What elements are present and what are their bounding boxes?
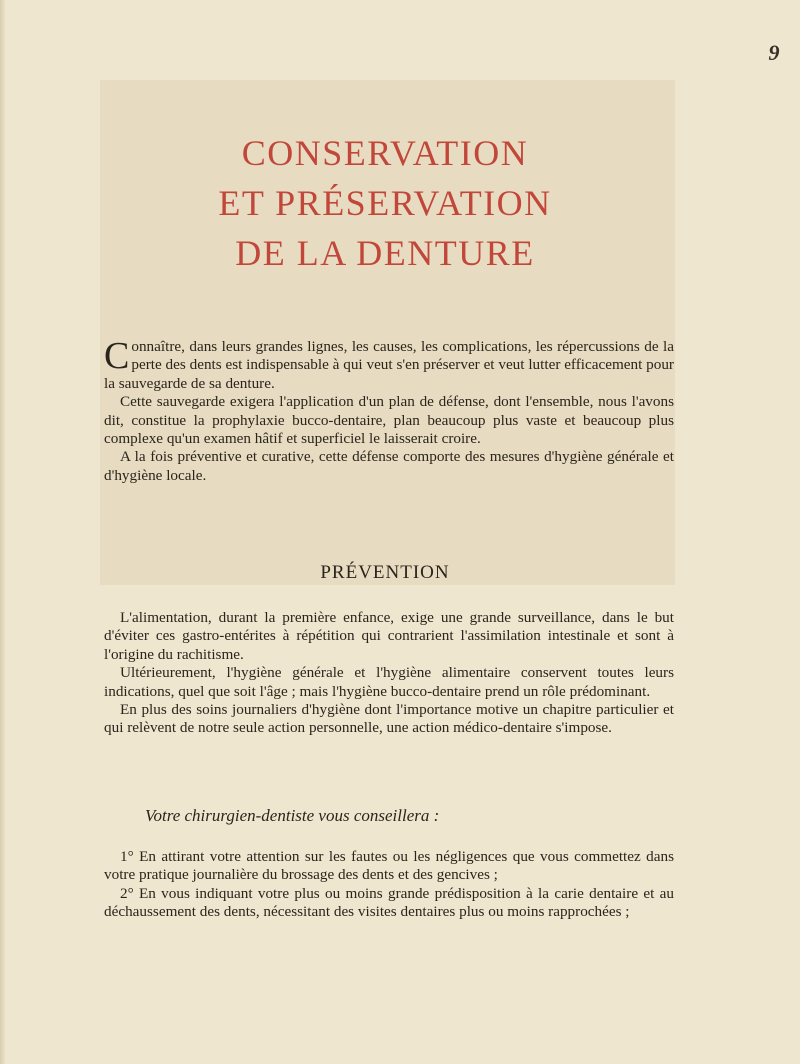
page-edge-shadow	[0, 0, 6, 1064]
intro-paragraph-3: A la fois préventive et curative, cette défense comporte des mesures d'hygiène générale et d'hygiène locale.	[104, 448, 674, 484]
advice-item-1: 1° En attirant votre attention sur les fautes ou les négligences que vous commettez dans votre pratique journalière du brossage des dents et des gencives ;	[104, 848, 674, 884]
title-line-2: ET PRÉSERVATION	[218, 183, 552, 223]
intro-paragraph-2: Cette sauvegarde exigera l'application d'un plan de défense, dont l'ensemble, nous l'avons dit, constitue la prophylaxie bucco-dentaire, plan beaucoup plus vaste et beaucoup plus complexe qu'un examen hâtif et superficiel le laisserait croire.	[104, 393, 674, 448]
intro-paragraph-1-text: onnaître, dans leurs grandes lignes, les causes, les complications, les répercussions de la perte des dents est indispensable à qui veut s'en préserver et veut lutter efficacement pour la sauvegarde de sa denture.	[104, 338, 674, 392]
title-line-1: CONSERVATION	[241, 133, 529, 173]
prevention-section	[104, 609, 674, 738]
intro-section	[104, 335, 674, 485]
advice-list	[104, 848, 674, 922]
chapter-title	[150, 128, 620, 278]
prevention-paragraph-3: En plus des soins journaliers d'hygiène dont l'importance motive un chapitre particulier et qui relèvent de notre seule action personnelle, une action médico-dentaire s'impose.	[104, 701, 674, 737]
page-number: 9	[768, 40, 780, 65]
section-heading-prevention: PRÉVENTION	[320, 562, 450, 583]
intro-paragraph-1	[104, 335, 674, 393]
prevention-paragraph-1: L'alimentation, durant la première enfance, exige une grande surveillance, dans le but d'éviter ces gastro-entérites à répétition qui contrarient l'assimilation intestinale et sont à l'origine du rachitisme.	[104, 609, 674, 663]
prevention-paragraph-2: Ultérieurement, l'hygiène générale et l'hygiène alimentaire conservent toutes leurs indications, quel que soit l'âge ; mais l'hygiène bucco-dentaire prend un rôle prédominant.	[104, 664, 674, 700]
title-line-3: DE LA DENTURE	[235, 233, 535, 273]
advice-heading: Votre chirurgien-dentiste vous conseillera :	[145, 806, 440, 825]
advice-item-2: 2° En vous indiquant votre plus ou moins grande prédisposition à la carie dentaire et au déchaussement des dents, nécessitant des visites dentaires plus ou moins rapprochées ;	[104, 884, 674, 921]
drop-cap: C	[104, 335, 130, 377]
